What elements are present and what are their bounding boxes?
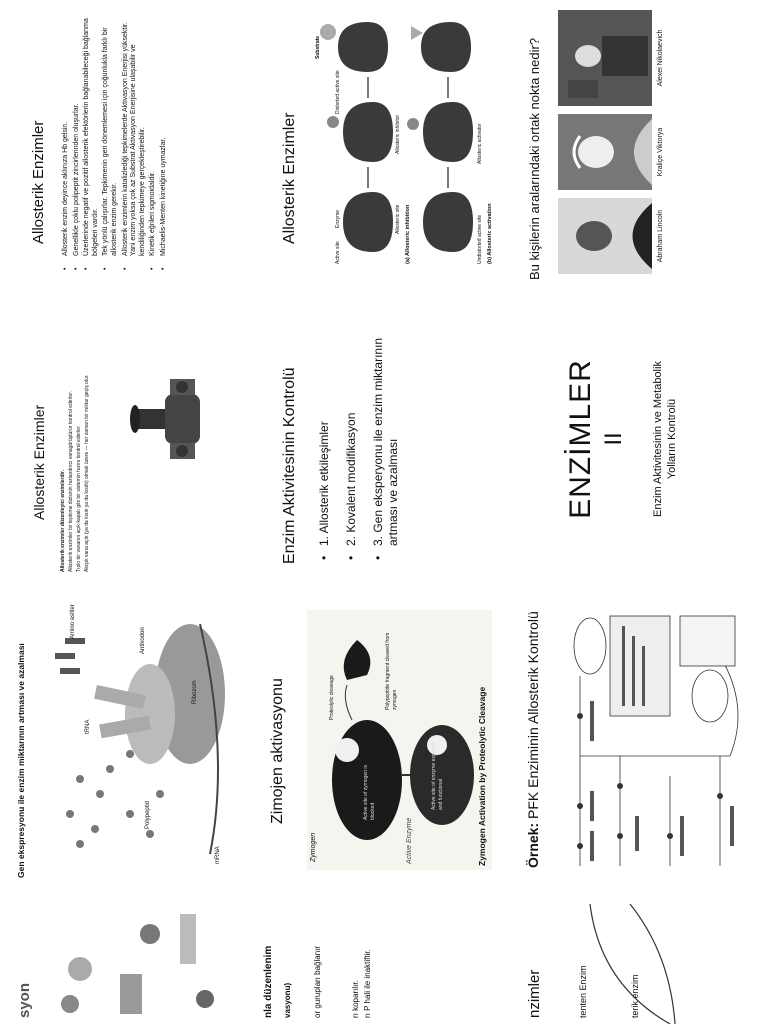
slide-allo-text-title: Allosterik Enzimler: [30, 120, 47, 244]
allo-label-undistorted: Undistorted active site: [477, 214, 483, 264]
allo-label-active-site: Active site: [335, 241, 341, 264]
control-item-3: • 3. Gen eksperyonu ile enzim miktarının artması ve azalması: [371, 300, 401, 560]
gene-label-ribosome: Ribozom: [192, 680, 198, 704]
valve-image: [125, 374, 235, 464]
valve-line-3: Akışık vana açık (ya da kısık ya da kısıtlı) olmak üzere — her zaman bir miktar geçiş olur.: [84, 374, 90, 572]
slide-control-title: Enzim Aktivitesinin Kontrolü: [281, 367, 298, 564]
portrait-alexei: [558, 10, 652, 106]
slide-gene-title: Gen ekspresyonu ile enzim miktarının artması ve azalması: [16, 643, 26, 878]
enzyme-exposed-label: Active site of enzyme exposed and functional: [431, 742, 444, 810]
edge-mid-sub: vasyonu): [283, 982, 292, 1018]
slide-common-point: [520, 0, 768, 284]
slide-pfk-title-bold: Örnek:: [525, 822, 541, 868]
edge-slide-bottom: [10, 904, 250, 1024]
portrait-alexei-graphic: [558, 10, 652, 106]
edge-mid-line-1: or gurupları bağlanır: [313, 945, 322, 1018]
valve-heading: Allosterik enzimler düzenleyici enzimlerdir.: [60, 470, 66, 572]
slide-enzyme-control: [255, 294, 515, 584]
allo-label-enzyme: Enzyme: [335, 209, 341, 228]
allo-label-inhibitor: Allosteric inhibitor: [395, 114, 401, 154]
control-item-1: • 1. Allosterik etkileşimler: [317, 300, 332, 560]
allo-label-substrate: Substrate: [315, 35, 321, 59]
main-title: ENZİMLER: [564, 359, 597, 519]
proteolytic-label: Proteolytic cleavage: [329, 675, 335, 720]
main-subtitle-2: Yolların Kontrolü: [666, 398, 678, 480]
allo-caption-b: (b) Allosteric activation: [487, 203, 493, 264]
active-enzyme-label: Active Enzyme: [406, 817, 413, 864]
edge-bottom-title: syon: [16, 982, 33, 1018]
allo-caption-a: (a) Allosteric inhibition: [405, 204, 411, 264]
valve-line-2: Tıpkı bir vananın açık-kapalı gibi bir sistemin hızını kontrol ederler.: [76, 425, 82, 572]
slide-zymogen: [255, 599, 515, 884]
gene-label-trna: tRNA: [85, 719, 91, 734]
portrait-victoria-graphic: [558, 114, 652, 190]
edge-slide-mid: [255, 904, 515, 1024]
allo-bullet-1: • Allosterik enzim deyince aklınıza Hb gelsin.: [62, 8, 71, 270]
slide-pfk-control: [520, 599, 768, 884]
allo-bullet-7: • Michaelis-Menten kinetiğine uymazlar.: [160, 8, 169, 270]
portrait-lincoln: [558, 198, 652, 274]
edge-top-label-2: terik enzim: [630, 974, 640, 1018]
slide-allosteric-diagram: [255, 0, 515, 284]
slide-allosteric-valve: [10, 294, 250, 584]
edge-top-label-1: tenten Enzim: [578, 965, 588, 1018]
gene-label-polypeptide: Polypeptid: [145, 800, 151, 829]
control-list: [317, 300, 401, 560]
portrait-victoria: [558, 114, 652, 190]
gene-label-mrna: mRNA: [215, 846, 221, 864]
allo-label-distorted: Distorted active site: [335, 70, 341, 114]
caption-lincoln: Abraham Lincoln: [657, 209, 664, 263]
slide-title-enzimler: [520, 294, 768, 584]
slide-allo-diagram-title: Allosterik Enzimler: [281, 112, 298, 244]
caption-victoria: Kraliçe Viktorya: [657, 127, 664, 177]
slide-pfk-title: [524, 611, 542, 868]
control-item-2: • 2. Kovalent modifikasyon: [344, 300, 359, 560]
portrait-lincoln-graphic: [558, 198, 652, 274]
gene-label-anticodon: Antikodon: [140, 627, 146, 654]
zymogen-figure-graphic: [307, 610, 492, 870]
edge-mid-title: nla düzenlenim: [263, 945, 274, 1018]
zymogen-blocked-label: Active site of zymogen is blocked: [363, 764, 376, 820]
polypeptide-fragment-label: Polypeptide fragment cleaved from zymogen: [385, 632, 398, 710]
slide-valve-title: Allosterik Enzimler: [31, 404, 47, 520]
slide-zymogen-title: Zimojen aktivasyonu: [269, 678, 286, 824]
edge-slide-top: [520, 904, 768, 1024]
slide-pfk-title-rest: PFK Enziminin Allosterik Kontrolü: [525, 611, 541, 823]
allo-bullet-6: • Kinetik eğrileri sigmoidaldir.: [149, 8, 158, 270]
allo-label-allosteric-site: Allosteric site: [395, 204, 401, 234]
zymogen-figure: [307, 610, 492, 870]
slide-gene-expression: [10, 599, 250, 884]
caption-alexei: Alexei Nikolaevich: [657, 29, 664, 87]
edge-top-title: nzimler: [526, 969, 543, 1018]
valve-line-1: Allosterik enzimler bir tepkime dizisinin hızlandırıcı vanagörüştürür kontrol ederler.: [68, 391, 74, 572]
edge-mid-line-2: rı koparılır.: [351, 980, 360, 1018]
pfk-pathway-diagram: [550, 601, 760, 876]
allo-bullet-5: • Allosterik enzimlerin katalizlediği tepkimelerde Aktivasyon Enerjisi yüksektir. Yani enzim yoksa çok az Substrat Aktivasyon Enerjisine ulaşabilir ve kendiliğinden tepkimeye gerçekleştirebilir.: [122, 8, 148, 270]
allo-bullet-2: • Genellikle çoklu polipeptit zincirlerinden oluşurlar.: [73, 8, 82, 270]
slide-allosteric-text: [10, 0, 250, 284]
zymogen-label: Zymogen: [310, 832, 317, 862]
allo-bullet-3: • Üzerlerinde negatif ve pozitif allosterik efektörlerin bağlanabileceği bağlanma bölgeleri vardır.: [83, 8, 100, 270]
allo-bullet-list: [62, 8, 169, 270]
edge-bottom-diagram: [40, 904, 240, 1024]
main-title-roman: II: [600, 432, 627, 446]
allo-label-activator: Allosteric activator: [477, 123, 483, 164]
question-title: Bu kişilerin aralarındaki ortak nokta nedir?: [527, 37, 542, 280]
main-subtitle-1: Enzim Aktivitesinin ve Metabolik: [652, 361, 664, 517]
edge-mid-line-3: rı P hali ile inaktiftir.: [363, 949, 372, 1018]
allo-bullet-4: • Tek yönlü çalışırlar. Tepkimenin geri dönemlemesi için çoğunlukla farklı bir allosterik enzim gerekir.: [102, 8, 119, 270]
gene-label-amino: Amino asitler: [70, 604, 76, 639]
zymogen-figure-caption: Zymogen Activation by Proteolytic Cleavage: [477, 686, 487, 866]
